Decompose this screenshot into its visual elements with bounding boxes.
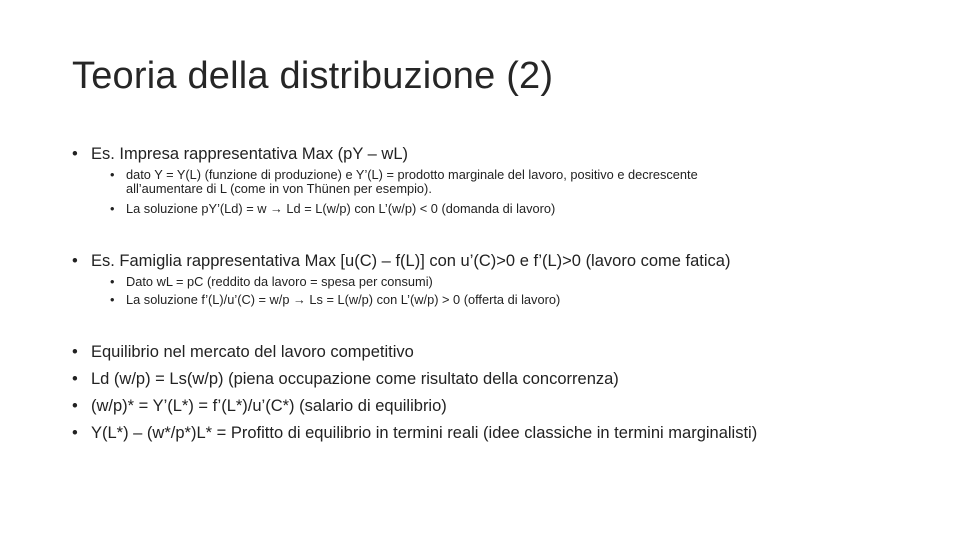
bullet-dot: • — [72, 370, 78, 388]
bullet-dot: • — [110, 167, 115, 182]
bullet-dot: • — [72, 252, 78, 270]
bullet-dot: • — [72, 397, 78, 415]
bullet-dot: • — [110, 274, 115, 289]
bullet-dot: • — [110, 292, 115, 307]
bullet-text: Es. Impresa rappresentativa Max (pY – wL) — [91, 145, 408, 163]
bullet-text: (w/p)* = Y’(L*) = f’(L*)/u’(C*) (salario di equilibrio) — [91, 397, 447, 415]
bullet-text: La soluzione f’(L)/u’(C) = w/p → Ls = L(w/p) con L’(w/p) > 0 (offerta di lavoro) — [126, 292, 561, 307]
slide-title: Teoria della distribuzione (2) — [72, 55, 554, 97]
bullet-dot: • — [72, 343, 78, 361]
bullet-dot: • — [72, 424, 78, 442]
bullet-dot: • — [110, 201, 115, 216]
bullet-text: La soluzione pY’(Ld) = w → Ld = L(w/p) con L’(w/p) < 0 (domanda di lavoro) — [126, 201, 556, 216]
bullet-text: Es. Famiglia rappresentativa Max [u(C) – f(L)] con u’(C)>0 e f’(L)>0 (lavoro come fatica) — [91, 252, 731, 270]
bullet-dot: • — [72, 145, 78, 163]
bullet-text-continuation: all’aumentare di L (come in von Thünen per esempio). — [126, 181, 432, 196]
bullet-text: dato Y = Y(L) (funzione di produzione) e Y’(L) = prodotto marginale del lavoro, positivo e decrescente — [126, 167, 698, 182]
bullet-text: Y(L*) – (w*/p*)L* = Profitto di equilibrio in termini reali (idee classiche in termini marginalisti) — [91, 424, 758, 442]
bullet-text: Equilibrio nel mercato del lavoro competitivo — [91, 343, 414, 361]
bullet-text: Ld (w/p) = Ls(w/p) (piena occupazione come risultato della concorrenza) — [91, 370, 619, 388]
bullet-text: Dato wL = pC (reddito da lavoro = spesa per consumi) — [126, 274, 433, 289]
